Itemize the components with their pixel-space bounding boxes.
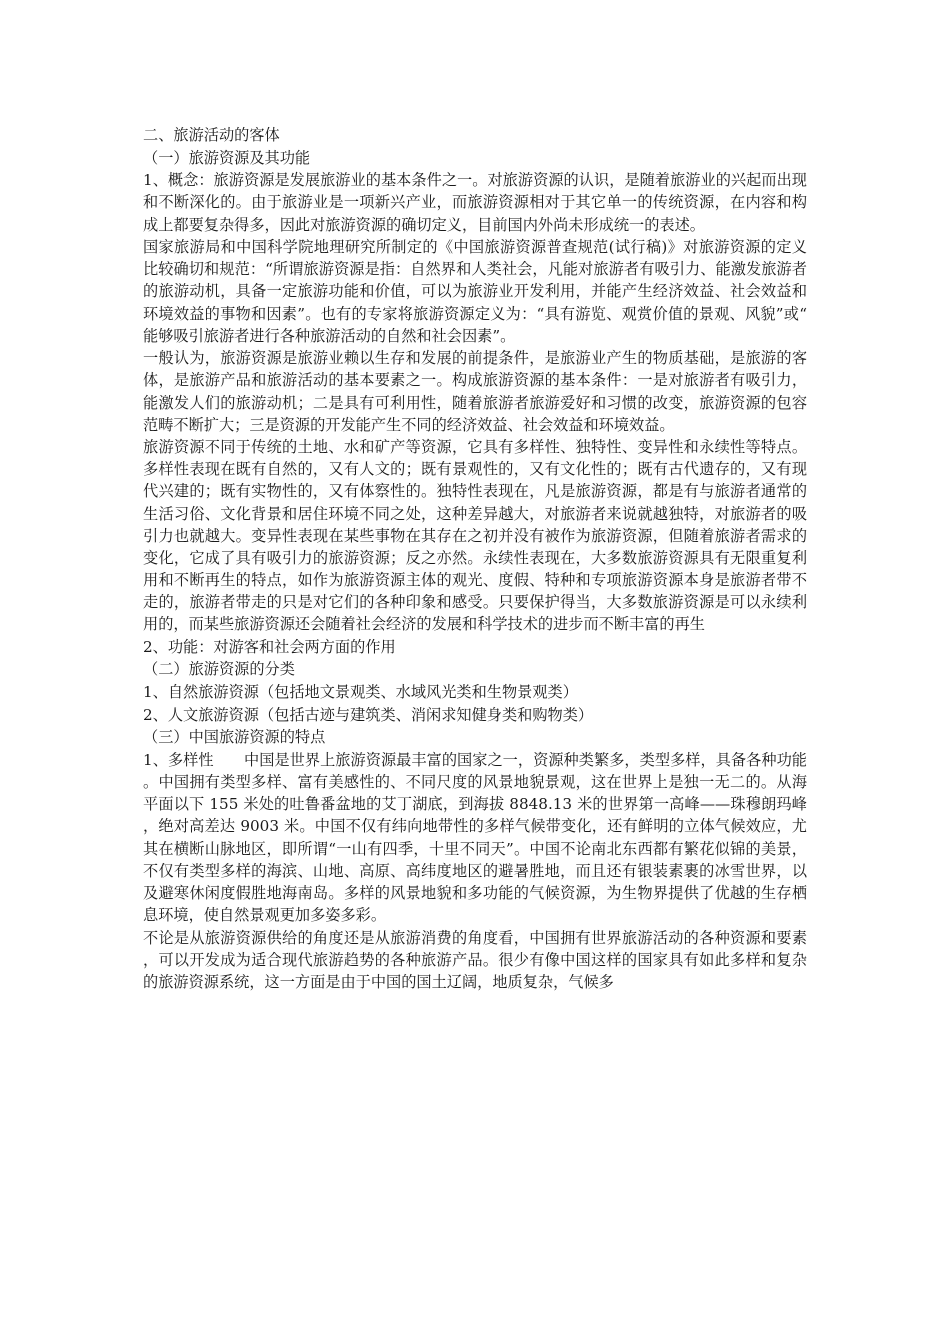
paragraph-diversity: 1、多样性 中国是世界上旅游资源最丰富的国家之一，资源种类繁多，类型多样，具备各种功能。中国拥有类型多样、富有美感性的、不同尺度的风景地貌景观，这在世界上是独一无二的。从海平面以下 155 米处的吐鲁番盆地的艾丁湖底，到海拔 8848.13 米的世界第一高峰——珠穆朗玛峰，绝对高差达 9003 米。中国不仅有纬向地带性的多样气候带变化，还有鲜明的立体气候效应，尤其在横断山脉地区，即所谓“一山有四季，十里不同天”。中国不论南北东西都有繁花似锦的美景，不仅有类型多样的海滨、山地、高原、高纬度地区的避暑胜地，而且还有银装素裹的冰雪世界，以及避寒休闲度假胜地海南岛。多样的风景地貌和多功能的气候资源，为生物界提供了优越的生存栖息环境，使自然景观更加多姿多彩。 [143, 751, 807, 924]
paragraph-supply: 不论是从旅游资源供给的角度还是从旅游消费的角度看，中国拥有世界旅游活动的各种资源和要素，可以开发成为适合现代旅游趋势的各种旅游产品。很少有像中国这样的国家具有如此多样和复杂的旅游资源系统，这一方面是由于中国的国土辽阔，地质复杂，气候多 [143, 928, 807, 991]
paragraph-definition: 国家旅游局和中国科学院地理研究所制定的《中国旅游资源普查规范(试行稿)》对旅游资源的定义比较确切和规范：“所谓旅游资源是指：自然界和人类社会，凡能对旅游者有吸引力、能激发旅游者的旅游动机，具备一定旅游功能和价值，可以为旅游业开发利用，并能产生经济效益、社会效益和环境效益的事物和因素”。也有的专家将旅游资源定义为：“具有游览、观赏价值的景观、风貌”或“能够吸引旅游者进行各种旅游活动的自然和社会因素”。 [143, 238, 807, 345]
subsection-heading: （一）旅游资源及其功能 [143, 148, 311, 167]
subsection-heading: （三）中国旅游资源的特点 [143, 728, 326, 747]
list-item: 2、人文旅游资源（包括古迹与建筑类、消闲求知健身类和购物类） [143, 705, 594, 724]
document-body [143, 124, 807, 993]
paragraph-function: 2、功能：对游客和社会两方面的作用 [143, 637, 396, 656]
paragraph-general: 一般认为，旅游资源是旅游业赖以生存和发展的前提条件，是旅游业产生的物质基础，是旅游的客体，是旅游产品和旅游活动的基本要素之一。构成旅游资源的基本条件：一是对旅游者有吸引力，能激发人们的旅游动机；二是具有可利用性，随着旅游者旅游爱好和习惯的改变，旅游资源的包容范畴不断扩大；三是资源的开发能产生不同的经济效益、社会效益和环境效益。 [143, 349, 807, 434]
list-item: 1、自然旅游资源（包括地文景观类、水域风光类和生物景观类） [143, 683, 578, 702]
paragraph-features: 旅游资源不同于传统的土地、水和矿产等资源，它具有多样性、独特性、变异性和永续性等特点。多样性表现在既有自然的，又有人文的；既有景观性的，又有文化性的；既有古代遗存的，又有现代兴建的；既有实物性的，又有体察性的。独特性表现在，凡是旅游资源，都是有与旅游者通常的生活习俗、文化背景和居住环境不同之处，这种差异越大，对旅游者来说就越独特，对旅游者的吸引力也就越大。变异性表现在某些事物在其存在之初并没有被作为旅游资源，但随着旅游者需求的变化，它成了具有吸引力的旅游资源；反之亦然。永续性表现在，大多数旅游资源具有无限重复利用和不断再生的特点，如作为旅游资源主体的观光、度假、特种和专项旅游资源本身是旅游者带不走的，旅游者带走的只是对它们的各种印象和感受。只要保护得当，大多数旅游资源是可以永续利用的，而某些旅游资源还会随着社会经济的发展和科学技术的进步而不断丰富的再生 [143, 438, 807, 634]
paragraph-concept: 1、概念：旅游资源是发展旅游业的基本条件之一。对旅游资源的认识，是随着旅游业的兴起而出现和不断深化的。由于旅游业是一项新兴产业，而旅游资源相对于其它单一的传统资源，在内容和构成上都要复杂得多，因此对旅游资源的确切定义，目前国内外尚未形成统一的表述。 [143, 171, 807, 234]
section-heading: 二、旅游活动的客体 [143, 126, 280, 144]
subsection-heading: （二）旅游资源的分类 [143, 660, 295, 679]
